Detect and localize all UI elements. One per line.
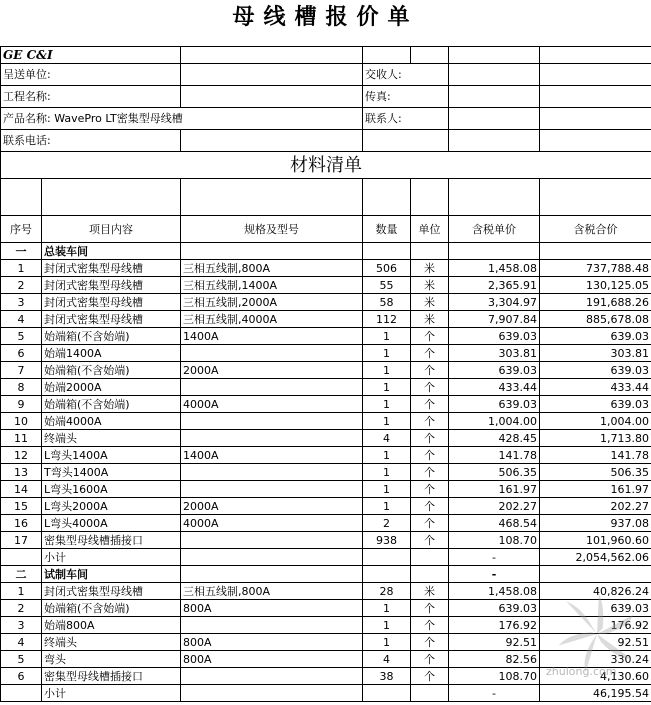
item-name: 封闭式密集型母线槽 — [42, 583, 181, 600]
item-unit: 个 — [411, 651, 449, 668]
item-name: 始端箱(不含始端) — [42, 600, 181, 617]
table-row — [1, 600, 651, 617]
table-row — [1, 362, 651, 379]
info-row-client — [1, 64, 651, 86]
item-name: 封闭式密集型母线槽 — [42, 277, 181, 294]
item-name: 终端头 — [42, 430, 181, 447]
item-name: 密集型母线槽插接口 — [42, 668, 181, 685]
column-header: 单位 — [411, 216, 449, 243]
item-spec: 800A — [181, 634, 363, 651]
item-spec: 4000A — [181, 515, 363, 532]
subtitle: 材料清单 — [1, 152, 651, 179]
row-number: 8 — [1, 379, 42, 396]
item-total: 639.03 — [540, 600, 651, 617]
section-number: 一 — [1, 243, 42, 260]
item-unit-price: 303.81 — [449, 345, 540, 362]
section-dash — [449, 243, 540, 260]
item-spec: 1400A — [181, 328, 363, 345]
item-unit: 个 — [411, 600, 449, 617]
item-quantity: 506 — [363, 260, 411, 277]
empty-cell — [181, 566, 363, 583]
item-unit: 个 — [411, 498, 449, 515]
item-spec: 三相五线制,2000A — [181, 294, 363, 311]
item-name: 封闭式密集型母线槽 — [42, 294, 181, 311]
client-label: 呈送单位: — [1, 64, 181, 86]
item-unit-price: 202.27 — [449, 498, 540, 515]
item-name: L弯头4000A — [42, 515, 181, 532]
item-unit-price: 92.51 — [449, 634, 540, 651]
table-row — [1, 396, 651, 413]
table-row — [1, 277, 651, 294]
empty-cell — [411, 566, 449, 583]
product-label: 产品名称: — [3, 112, 51, 125]
item-unit: 个 — [411, 532, 449, 549]
item-quantity: 1 — [363, 396, 411, 413]
table-row — [1, 430, 651, 447]
item-total: 330.24 — [540, 651, 651, 668]
section-name: 总装车间 — [42, 243, 181, 260]
item-spec: 4000A — [181, 396, 363, 413]
column-header: 规格及型号 — [181, 216, 363, 243]
item-quantity: 1 — [363, 634, 411, 651]
item-name: T弯头1400A — [42, 464, 181, 481]
empty-cell — [540, 243, 651, 260]
item-spec: 800A — [181, 651, 363, 668]
watermark-text: zhulong.com — [546, 665, 617, 678]
document-title: 母线槽报价单 — [232, 4, 419, 30]
item-unit-price: 1,004.00 — [449, 413, 540, 430]
item-unit: 米 — [411, 260, 449, 277]
item-spec — [181, 617, 363, 634]
item-total: 202.27 — [540, 498, 651, 515]
row-number: 2 — [1, 277, 42, 294]
subtotal-row — [1, 685, 651, 702]
item-unit: 个 — [411, 328, 449, 345]
row-number: 5 — [1, 328, 42, 345]
subtotal-value: 46,195.54 — [540, 685, 651, 702]
phone-label: 联系电话: — [1, 130, 181, 152]
row-number: 4 — [1, 311, 42, 328]
item-spec — [181, 430, 363, 447]
item-unit-price: 1,458.08 — [449, 260, 540, 277]
item-unit-price: 141.78 — [449, 447, 540, 464]
item-spec — [181, 464, 363, 481]
item-total: 141.78 — [540, 447, 651, 464]
item-total: 1,713.80 — [540, 430, 651, 447]
item-spec: 三相五线制,800A — [181, 583, 363, 600]
empty-cell — [181, 549, 363, 566]
delivery-label: 交收人: — [363, 64, 449, 86]
item-unit: 个 — [411, 464, 449, 481]
item-quantity: 112 — [363, 311, 411, 328]
empty-cell — [411, 549, 449, 566]
item-name: 封闭式密集型母线槽 — [42, 260, 181, 277]
subtotal-label: 小计 — [42, 685, 181, 702]
table-row — [1, 379, 651, 396]
item-unit-price: 176.92 — [449, 617, 540, 634]
item-quantity: 2 — [363, 515, 411, 532]
item-unit-price: 108.70 — [449, 532, 540, 549]
item-unit: 个 — [411, 617, 449, 634]
item-spec — [181, 668, 363, 685]
product-field — [1, 108, 363, 130]
item-spec — [181, 413, 363, 430]
empty-cell — [363, 685, 411, 702]
item-unit-price: 161.97 — [449, 481, 540, 498]
column-header-row — [1, 216, 651, 243]
item-unit-price: 639.03 — [449, 600, 540, 617]
table-row — [1, 532, 651, 549]
item-name: 弯头 — [42, 651, 181, 668]
item-quantity: 1 — [363, 413, 411, 430]
company-row — [1, 47, 651, 64]
item-unit: 米 — [411, 277, 449, 294]
item-unit-price: 82.56 — [449, 651, 540, 668]
item-unit-price: 433.44 — [449, 379, 540, 396]
table-row — [1, 447, 651, 464]
empty-cell — [363, 566, 411, 583]
item-name: 始端1400A — [42, 345, 181, 362]
row-number: 15 — [1, 498, 42, 515]
empty-cell — [540, 566, 651, 583]
item-name: 始端2000A — [42, 379, 181, 396]
blank-header-row — [1, 179, 651, 216]
item-total: 40,826.24 — [540, 583, 651, 600]
item-name: L弯头2000A — [42, 498, 181, 515]
item-quantity: 4 — [363, 651, 411, 668]
item-unit-price: 639.03 — [449, 362, 540, 379]
item-spec: 2000A — [181, 362, 363, 379]
row-number: 3 — [1, 617, 42, 634]
item-unit-price: 1,458.08 — [449, 583, 540, 600]
item-spec: 三相五线制,800A — [181, 260, 363, 277]
item-unit-price: 639.03 — [449, 396, 540, 413]
item-quantity: 1 — [363, 498, 411, 515]
item-unit: 个 — [411, 345, 449, 362]
contact-value[interactable] — [449, 108, 540, 130]
item-total: 639.03 — [540, 328, 651, 345]
item-total: 101,960.60 — [540, 532, 651, 549]
subtotal-row — [1, 549, 651, 566]
row-number: 9 — [1, 396, 42, 413]
company-name: GE C&I — [1, 47, 181, 64]
empty-cell — [1, 549, 42, 566]
item-total: 176.92 — [540, 617, 651, 634]
subtitle-row — [1, 152, 651, 179]
contact-label: 联系人: — [363, 108, 449, 130]
item-quantity: 1 — [363, 481, 411, 498]
row-number: 11 — [1, 430, 42, 447]
item-unit: 米 — [411, 583, 449, 600]
phone-value[interactable] — [181, 130, 363, 152]
row-number: 6 — [1, 345, 42, 362]
table-row — [1, 634, 651, 651]
info-row-project — [1, 86, 651, 108]
item-spec — [181, 379, 363, 396]
item-name: 始端箱(不含始端) — [42, 396, 181, 413]
item-spec: 1400A — [181, 447, 363, 464]
item-quantity: 55 — [363, 277, 411, 294]
item-quantity: 1 — [363, 362, 411, 379]
section-header-row — [1, 566, 651, 583]
table-row — [1, 294, 651, 311]
subtotal-label: 小计 — [42, 549, 181, 566]
item-total: 4,130.60 — [540, 668, 651, 685]
subtotal-dash: - — [449, 549, 540, 566]
item-quantity: 1 — [363, 617, 411, 634]
item-quantity: 1 — [363, 447, 411, 464]
item-quantity: 1 — [363, 345, 411, 362]
table-row — [1, 311, 651, 328]
table-row — [1, 328, 651, 345]
item-unit-price: 639.03 — [449, 328, 540, 345]
empty-cell — [1, 685, 42, 702]
item-total: 639.03 — [540, 396, 651, 413]
item-spec — [181, 481, 363, 498]
item-name: L弯头1600A — [42, 481, 181, 498]
item-unit-price: 468.54 — [449, 515, 540, 532]
item-unit: 个 — [411, 413, 449, 430]
section-number: 二 — [1, 566, 42, 583]
table-row — [1, 583, 651, 600]
row-number: 1 — [1, 583, 42, 600]
item-total: 130,125.05 — [540, 277, 651, 294]
item-spec — [181, 532, 363, 549]
item-unit-price: 2,365.91 — [449, 277, 540, 294]
row-number: 1 — [1, 260, 42, 277]
empty-cell — [411, 685, 449, 702]
row-number: 3 — [1, 294, 42, 311]
item-total: 737,788.48 — [540, 260, 651, 277]
fax-value[interactable] — [449, 86, 540, 108]
item-quantity: 1 — [363, 464, 411, 481]
item-name: 密集型母线槽插接口 — [42, 532, 181, 549]
column-header: 项目内容 — [42, 216, 181, 243]
item-unit: 个 — [411, 668, 449, 685]
item-total: 506.35 — [540, 464, 651, 481]
client-value[interactable] — [181, 64, 363, 86]
subtotal-dash: - — [449, 685, 540, 702]
item-unit-price: 3,304.97 — [449, 294, 540, 311]
table-row — [1, 515, 651, 532]
item-total: 191,688.26 — [540, 294, 651, 311]
item-name: 封闭式密集型母线槽 — [42, 311, 181, 328]
empty-cell — [363, 549, 411, 566]
subtotal-value: 2,054,562.06 — [540, 549, 651, 566]
item-spec — [181, 345, 363, 362]
item-total: 885,678.08 — [540, 311, 651, 328]
item-unit: 个 — [411, 430, 449, 447]
table-row — [1, 260, 651, 277]
table-row — [1, 345, 651, 362]
fax-label: 传真: — [363, 86, 449, 108]
row-number: 14 — [1, 481, 42, 498]
item-quantity: 58 — [363, 294, 411, 311]
item-unit: 个 — [411, 396, 449, 413]
empty-cell — [181, 685, 363, 702]
section-name: 试制车间 — [42, 566, 181, 583]
section-header-row — [1, 243, 651, 260]
project-value[interactable] — [181, 86, 363, 108]
item-name: L弯头1400A — [42, 447, 181, 464]
row-number: 4 — [1, 634, 42, 651]
item-spec: 2000A — [181, 498, 363, 515]
item-unit-price: 506.35 — [449, 464, 540, 481]
table-row — [1, 617, 651, 634]
item-unit-price: 108.70 — [449, 668, 540, 685]
item-spec: 800A — [181, 600, 363, 617]
item-total: 161.97 — [540, 481, 651, 498]
item-quantity: 1 — [363, 328, 411, 345]
row-number: 17 — [1, 532, 42, 549]
row-number: 16 — [1, 515, 42, 532]
column-header: 含税合价 — [540, 216, 651, 243]
item-quantity: 28 — [363, 583, 411, 600]
item-unit: 个 — [411, 515, 449, 532]
project-label: 工程名称: — [1, 86, 181, 108]
column-header: 数量 — [363, 216, 411, 243]
row-number: 12 — [1, 447, 42, 464]
item-unit: 个 — [411, 634, 449, 651]
item-total: 433.44 — [540, 379, 651, 396]
info-row-product — [1, 108, 651, 130]
section-dash: - — [449, 566, 540, 583]
item-spec: 三相五线制,1400A — [181, 277, 363, 294]
product-value: WavePro LT密集型母线槽 — [54, 112, 183, 125]
delivery-value[interactable] — [449, 64, 540, 86]
item-name: 始端箱(不含始端) — [42, 362, 181, 379]
item-unit: 个 — [411, 481, 449, 498]
item-unit-price: 428.45 — [449, 430, 540, 447]
item-total: 937.08 — [540, 515, 651, 532]
column-header: 含税单价 — [449, 216, 540, 243]
item-quantity: 4 — [363, 430, 411, 447]
item-unit: 个 — [411, 362, 449, 379]
item-total: 303.81 — [540, 345, 651, 362]
row-number: 5 — [1, 651, 42, 668]
empty-cell — [181, 243, 363, 260]
info-row-phone — [1, 130, 651, 152]
item-total: 92.51 — [540, 634, 651, 651]
item-name: 终端头 — [42, 634, 181, 651]
table-row — [1, 481, 651, 498]
item-name: 始端4000A — [42, 413, 181, 430]
row-number: 7 — [1, 362, 42, 379]
item-quantity: 938 — [363, 532, 411, 549]
item-unit-price: 7,907.84 — [449, 311, 540, 328]
item-unit: 个 — [411, 447, 449, 464]
column-header: 序号 — [1, 216, 42, 243]
item-unit: 个 — [411, 379, 449, 396]
table-row — [1, 464, 651, 481]
row-number: 13 — [1, 464, 42, 481]
empty-cell — [363, 243, 411, 260]
row-number: 2 — [1, 600, 42, 617]
item-name: 始端箱(不含始端) — [42, 328, 181, 345]
item-spec: 三相五线制,4000A — [181, 311, 363, 328]
item-total: 639.03 — [540, 362, 651, 379]
table-row — [1, 498, 651, 515]
item-total: 1,004.00 — [540, 413, 651, 430]
table-row — [1, 413, 651, 430]
item-quantity: 1 — [363, 600, 411, 617]
empty-cell — [411, 243, 449, 260]
item-unit: 米 — [411, 311, 449, 328]
quotation-table — [0, 46, 651, 702]
item-name: 始端800A — [42, 617, 181, 634]
item-quantity: 38 — [363, 668, 411, 685]
row-number: 10 — [1, 413, 42, 430]
item-quantity: 1 — [363, 379, 411, 396]
row-number: 6 — [1, 668, 42, 685]
item-unit: 米 — [411, 294, 449, 311]
